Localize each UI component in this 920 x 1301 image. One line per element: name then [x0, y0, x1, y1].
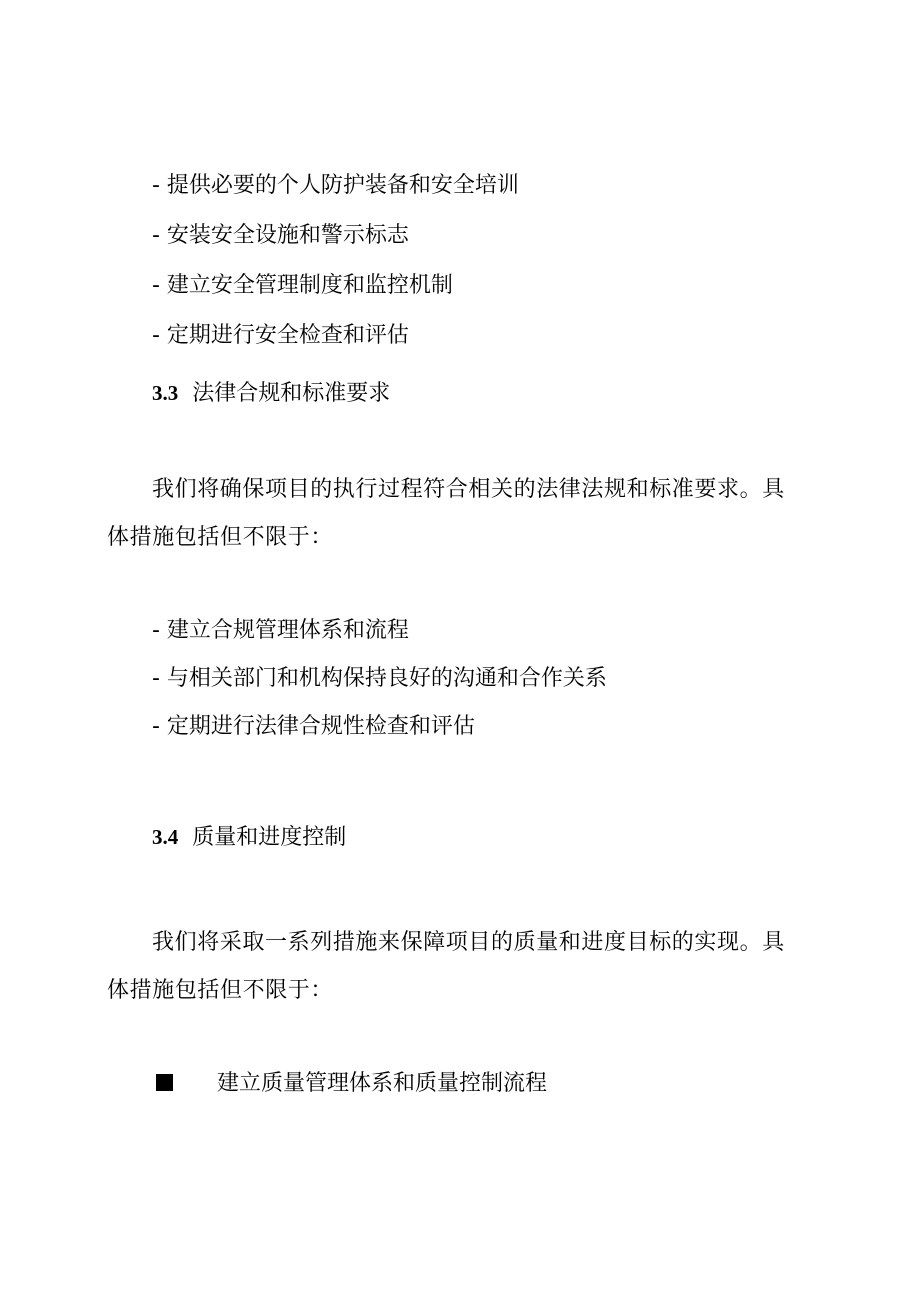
bullet-list-item — [152, 1069, 547, 1099]
paragraph-line: 体措施包括但不限于： — [107, 978, 334, 1003]
section-title: 质量和进度控制 — [192, 825, 347, 850]
section-heading-3-4 — [152, 822, 346, 853]
square-bullet-icon — [156, 1074, 173, 1091]
section-number: 3.3 — [152, 381, 179, 405]
paragraph-line: 体措施包括但不限于： — [107, 525, 334, 550]
list-item: - 与相关部门和机构保持良好的沟通和合作关系 — [152, 666, 607, 691]
list-item: - 提供必要的个人防护装备和安全培训 — [152, 173, 519, 198]
list-item: - 建立安全管理制度和监控机制 — [152, 273, 453, 298]
bullet-text: 建立质量管理体系和质量控制流程 — [217, 1071, 548, 1096]
list-item: - 定期进行法律合规性检查和评估 — [152, 714, 475, 739]
list-item: - 定期进行安全检查和评估 — [152, 323, 409, 348]
section-number: 3.4 — [152, 825, 179, 849]
paragraph-line: 我们将采取一系列措施来保障项目的质量和进度目标的实现。具 — [152, 930, 785, 955]
section-title: 法律合规和标准要求 — [192, 381, 391, 406]
paragraph-line: 我们将确保项目的执行过程符合相关的法律法规和标准要求。具 — [152, 477, 785, 502]
list-item: - 安装安全设施和警示标志 — [152, 223, 409, 248]
section-heading-3-3 — [152, 378, 390, 409]
list-item: - 建立合规管理体系和流程 — [152, 618, 409, 643]
